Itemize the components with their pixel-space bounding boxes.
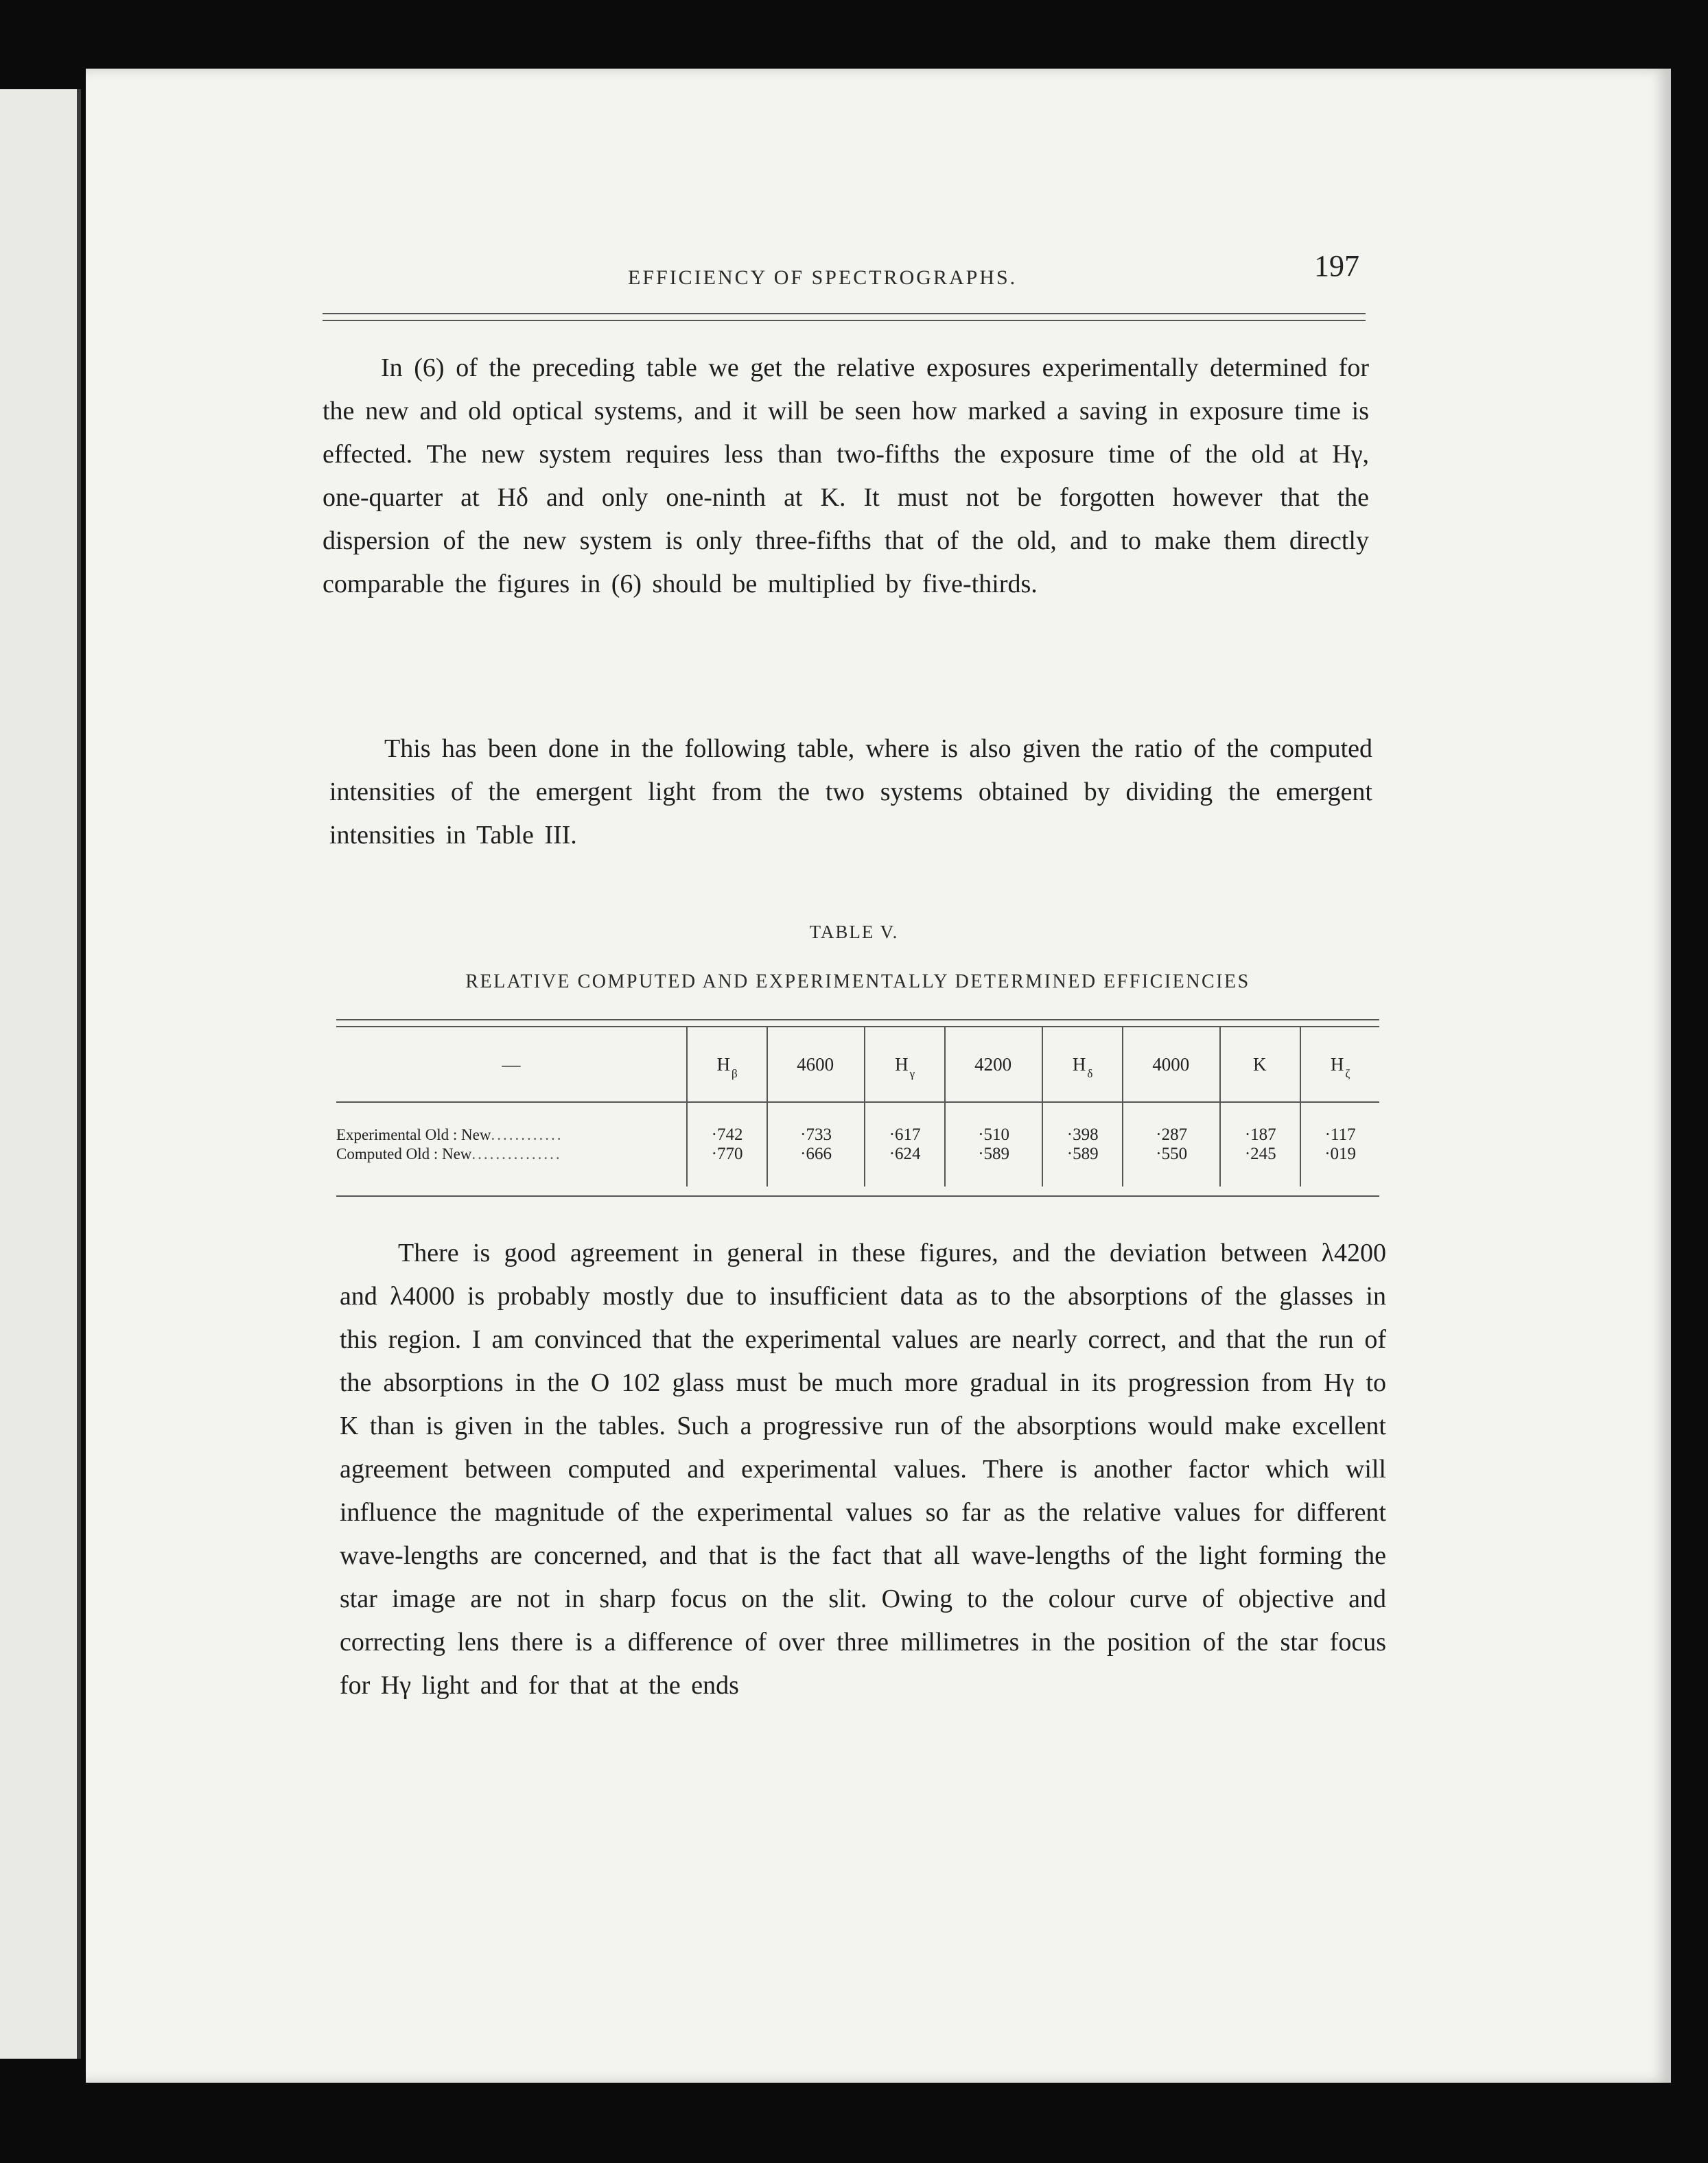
col-header-4600: 4600: [767, 1027, 865, 1102]
col-header-4000: 4000: [1123, 1027, 1220, 1102]
cell-4000: ·287 ·550: [1123, 1102, 1220, 1186]
page-number: 197: [1314, 249, 1359, 283]
running-head: EFFICIENCY OF SPECTROGRAPHS.: [628, 266, 1018, 289]
cell-4600: ·733 ·666: [767, 1102, 865, 1186]
cell-4200: ·510 ·589: [945, 1102, 1042, 1186]
table-corner-cell: —: [502, 1053, 521, 1075]
header-rule-top: [323, 313, 1366, 314]
table-header-row: [336, 1027, 1379, 1102]
cell-h-zeta: ·117 ·019: [1300, 1102, 1379, 1186]
col-header-h-delta: H $_\delta$: [1042, 1027, 1123, 1102]
table-caption: RELATIVE COMPUTED AND EXPERIMENTALLY DETERMINED EFFICIENCIES: [465, 971, 1250, 992]
table-rule-top: [336, 1019, 1379, 1020]
paragraph-1: In (6) of the preceding table we get the relative exposures experimentally determined for the new and old optical systems, and it will be seen how marked a saving in exposure time is effected. The new system requires less than two-fifths the exposure time of the old at Hγ, one-quarter at Hδ and only one-ninth at K. It must not be forgotten however that the dispersion of the new system is only three-fifths that of the old, and to make them directly comparable the figures in (6) should be multiplied by five-thirds.: [323, 353, 1369, 598]
table-label: TABLE V.: [809, 922, 899, 942]
row-label-experimental: Experimental Old : New............: [336, 1126, 563, 1143]
row-label-computed: Computed Old : New...............: [336, 1145, 562, 1162]
col-header-k: K: [1220, 1027, 1300, 1102]
paragraph-3: There is good agreement in general in these figures, and the deviation between λ4200 and λ4000 is probably mostly due to insufficient data as to the absorptions of the glasses in this region. I am convinced that the experimental values are nearly correct, and that the run of the absorptions in the O 102 glass must be much more gradual in its progression from Hγ to K than is given in the tables. Such a progressive run of the absorptions would make excellent agreement between computed and experimental values. There is another factor which will influence the magnitude of the experimental values so far as the relative values for different wave-lengths are concerned, and that is the fact that all wave-lengths of the light forming the star image are not in sharp focus on the slit. Owing to the colour curve of objective and correcting lens there is a difference of over three millimetres in the position of the star focus for Hγ light and for that at the ends: [340, 1239, 1386, 1700]
col-header-h-beta: H $_\beta$: [687, 1027, 767, 1102]
table-rule-bottom: [336, 1195, 1379, 1197]
row-labels-cell: [336, 1102, 687, 1186]
facing-page-edge: [0, 89, 81, 2059]
paragraph-2: This has been done in the following table, where is also given the ratio of the computed intensities of the emergent light from the two systems obtained by dividing the emergent intensities in Table III.: [329, 734, 1372, 850]
cell-k: ·187 ·245: [1220, 1102, 1300, 1186]
cell-h-gamma: ·617 ·624: [865, 1102, 945, 1186]
cell-h-beta: ·742 ·770: [687, 1102, 767, 1186]
header-rule-bottom: [323, 320, 1366, 321]
col-header-4200: 4200: [945, 1027, 1042, 1102]
col-header-h-gamma: H $_\gamma$: [865, 1027, 945, 1102]
efficiency-table: [336, 1027, 1379, 1186]
table-data-row: [336, 1102, 1379, 1186]
cell-h-delta: ·398 ·589: [1042, 1102, 1123, 1186]
col-header-h-zeta: H $_\zeta$: [1300, 1027, 1379, 1102]
